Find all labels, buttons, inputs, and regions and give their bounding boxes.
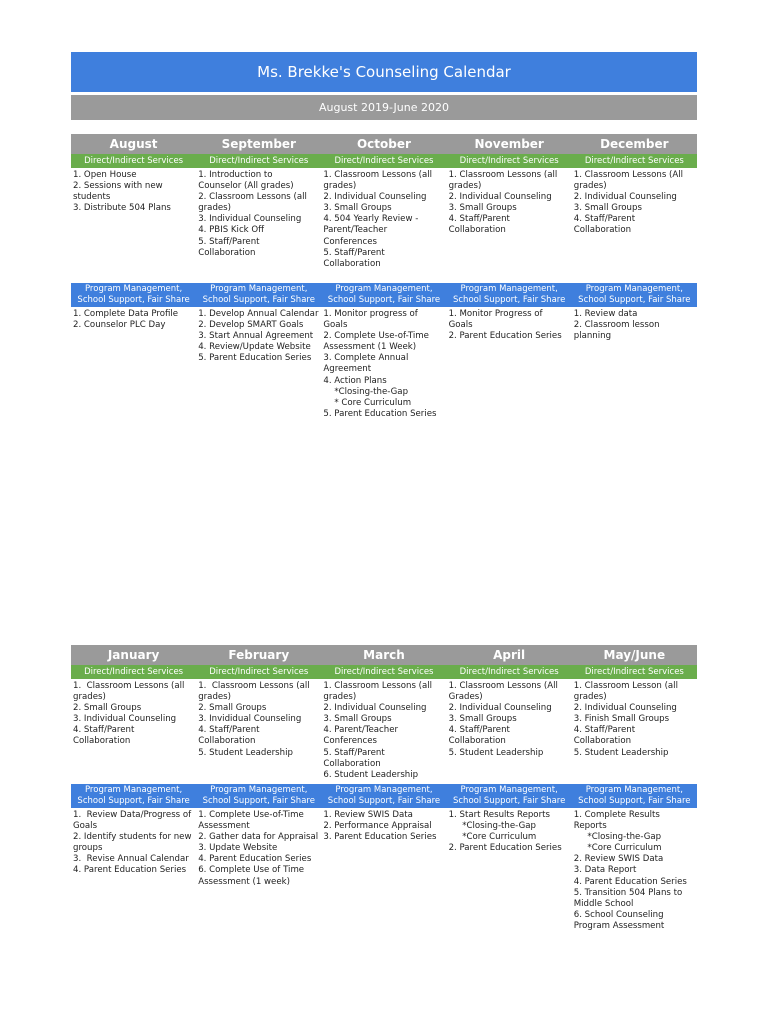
cell-line: 2. Review SWIS Data [573,854,664,865]
cell-line: 3. Data Report [573,865,637,876]
cell-line: 4. Staff/Parent [198,725,260,736]
cell-line: 1. Review data [573,309,638,319]
cell-line: Collaboration [198,247,256,258]
cell-line: Counselor (All grades) [198,181,294,192]
program-management-band-row [71,784,697,808]
cell-line: 2. Identify students for new [73,832,192,843]
cell-line: 4. 504 Yearly Review - [323,214,419,225]
cell-line: students [73,192,111,203]
cell-line: 1. Review SWIS Data [323,810,413,820]
month-header-row [71,645,697,665]
cell-line: 5. Parent Education Series [198,353,312,364]
cell-line: 1. Classroom Lessons (all [73,681,185,691]
month-header: October [321,134,446,154]
cell-line: 2. Individual Counseling [323,192,427,203]
cell-line: 5. Staff/Parent [198,236,260,247]
cell-line: 3. Parent Education Series [323,832,437,843]
cell-line: 4. Staff/Parent [73,725,135,736]
program-management-cell [321,808,446,934]
direct-services-band-row [71,665,697,679]
cell-line: 3. Revise Annual Calendar [73,854,189,865]
cell-line: Conferences [323,236,377,247]
cell-line: 4. PBIS Kick Off [198,225,265,236]
cell-line: 2. Develop SMART Goals [198,320,304,331]
cell-line: grades) [573,181,607,192]
cell-line: grades) [323,692,357,703]
month-header: September [196,134,321,154]
cell-line: 3. Update Website [198,843,278,854]
cell-line: 4. Parent Education Series [73,865,187,876]
program-management-cell [71,307,196,422]
cell-line: Collaboration [323,258,381,269]
cell-line: 1. Classroom Lesson (all [573,681,678,691]
program-management-label [321,283,446,307]
cell-line: Collaboration [448,225,506,236]
direct-services-label: Direct/Indirect Services [321,154,446,168]
cell-line: grades) [573,692,607,703]
cell-line: *Closing-the-Gap [323,386,409,397]
cell-line: 5. Staff/Parent [323,247,385,258]
direct-services-cell [447,679,572,784]
program-management-cell [572,307,697,422]
cell-line: 3. Small Groups [573,203,642,214]
program-label-line-1: Program Management, [585,785,683,795]
cell-line: 2. Sessions with new [73,181,163,192]
cell-line: 2. Performance Appraisal [323,821,432,832]
cell-line: 2. Individual Counseling [448,192,552,203]
program-management-label [447,784,572,808]
cell-line: 5. Student Leadership [448,747,544,758]
direct-services-label: Direct/Indirect Services [572,154,697,168]
cell-line: *Core Curriculum [573,843,662,854]
month-header-row [71,134,697,154]
program-label-line-2: School Support, Fair Share [452,796,566,806]
program-management-row [71,808,697,934]
month-header: January [71,645,196,665]
cell-line: 1. Complete Results Reports [573,810,663,832]
cell-line: Collaboration [198,736,256,747]
month-header: December [572,134,697,154]
cell-line: 1. Classroom Lessons (all [323,681,433,691]
cell-line: 2. Complete Use-of-Time [323,331,429,342]
cell-line: 4. Staff/Parent [573,725,636,736]
program-label-line-2: School Support, Fair Share [77,796,190,806]
program-label-line-1: Program Management, [84,785,183,795]
program-management-cell [196,307,321,422]
program-management-cell [196,808,321,934]
spring-semester-block [71,645,697,934]
program-label-line-2: School Support, Fair Share [77,295,190,305]
cell-line: 2. Classroom Lessons (all [198,192,307,203]
cell-line: 2. Classroom lesson [573,320,660,331]
cell-line: 1. Classroom Lessons (all [198,681,310,691]
cell-line: 6. Student Leadership [323,769,419,780]
program-label-line-2: School Support, Fair Share [202,796,315,806]
month-header: May/June [572,645,697,665]
cell-line: 2. Counselor PLC Day [73,320,166,331]
month-header: November [447,134,572,154]
cell-line: Goals [73,821,98,832]
program-management-cell [447,808,572,934]
cell-line: planning [573,331,612,342]
cell-line: grades) [448,181,482,192]
cell-line: 4. Parent Education Series [573,876,687,887]
cell-line: * Core Curriculum [323,397,412,408]
program-label-line-1: Program Management, [335,284,433,294]
cell-line: 3. Small Groups [323,203,392,214]
cell-line: Conferences [323,736,377,747]
cell-line: 4. Staff/Parent [573,214,636,225]
cell-line: groups [73,843,103,854]
cell-line: Program Assessment [573,920,665,931]
cell-line: Collaboration [323,758,381,769]
program-management-label [572,283,697,307]
direct-services-cell [321,168,446,283]
month-header: February [196,645,321,665]
cell-line: 4. Parent Education Series [198,854,312,865]
program-management-label [572,784,697,808]
direct-services-label: Direct/Indirect Services [196,665,321,679]
program-label-line-2: School Support, Fair Share [578,796,691,806]
direct-services-label: Direct/Indirect Services [196,154,321,168]
cell-line: 4. Review/Update Website [198,342,311,353]
cell-line: 6. Complete Use of Time [198,865,305,876]
direct-services-cell [71,679,196,784]
program-label-line-2: School Support, Fair Share [327,796,441,806]
direct-services-cell [196,679,321,784]
direct-services-cell [71,168,196,283]
cell-line: 3. Complete Annual [323,353,409,364]
program-management-row [71,307,697,422]
calendar-title: Ms. Brekke's Counseling Calendar [71,52,697,92]
direct-services-label: Direct/Indirect Services [71,665,196,679]
cell-line: Collaboration [573,736,632,747]
cell-line: grades) [198,203,232,214]
cell-line: 1. Classroom Lessons (All [573,170,684,180]
program-label-line-1: Program Management, [585,284,683,294]
cell-line: 4. Staff/Parent [448,214,510,225]
cell-line: Assessment (1 week) [198,876,290,887]
cell-line: 3. Individual Counseling [198,214,302,225]
program-management-label [321,784,446,808]
cell-line: Agreement [323,364,372,375]
cell-line: 5. Staff/Parent [323,747,385,758]
cell-line: 1. Introduction to [198,170,273,180]
cell-line: Assessment [198,821,250,832]
cell-line: 4. Action Plans [323,375,387,386]
direct-services-label: Direct/Indirect Services [321,665,446,679]
cell-line: 3. Invididual Counseling [198,714,302,725]
program-label-line-2: School Support, Fair Share [578,295,691,305]
direct-services-label: Direct/Indirect Services [572,665,697,679]
cell-line: Parent/Teacher [323,225,388,236]
program-management-cell [321,307,446,422]
cell-line: 1. Develop Annual Calendar [198,309,319,319]
cell-line: Collaboration [448,736,506,747]
program-management-cell [447,307,572,422]
cell-line: 1. Classroom Lessons (All [448,681,558,691]
fall-semester-block [71,134,697,422]
direct-services-row [71,679,697,784]
cell-line: 3. Individual Counseling [73,714,177,725]
program-management-label [196,283,321,307]
program-label-line-1: Program Management, [84,284,183,294]
program-label-line-1: Program Management, [210,284,308,294]
cell-line: 1. Review Data/Progress of [73,810,192,820]
cell-line: 3. Finish Small Groups [573,714,670,725]
cell-line: 5. Parent Education Series [323,408,437,419]
cell-line: 1. Classroom Lessons (all [448,170,558,180]
month-header: March [321,645,446,665]
cell-line: 2. Individual Counseling [323,703,427,714]
direct-services-cell [447,168,572,283]
cell-line: 1. Start Results Reports [448,810,550,820]
program-label-line-1: Program Management, [460,284,558,294]
cell-line: 2. Parent Education Series [448,331,562,342]
cell-line: *Closing-the-Gap [448,821,536,832]
program-management-band-row [71,283,697,307]
cell-line: *Core Curriculum [448,832,537,843]
cell-line: 3. Small Groups [323,714,392,725]
cell-line: Middle School [573,898,634,909]
cell-line: 1. Complete Data Profile [73,309,179,319]
program-management-label [71,784,196,808]
cell-line: 2. Individual Counseling [448,703,552,714]
program-label-line-1: Program Management, [210,785,308,795]
cell-line: Collaboration [73,736,131,747]
cell-line: 6. School Counseling [573,909,664,920]
cell-line: 3. Small Groups [448,714,517,725]
direct-services-label: Direct/Indirect Services [447,665,572,679]
cell-line: Grades) [448,692,483,703]
cell-line: Goals [448,320,473,331]
direct-services-cell [572,168,697,283]
cell-line: *Closing-the-Gap [573,832,662,843]
cell-line: 5. Transition 504 Plans to [573,887,683,898]
cell-line: 2. Individual Counseling [573,192,677,203]
cell-line: Assessment (1 Week) [323,342,417,353]
cell-line: 1. Monitor Progress of [448,309,543,319]
cell-line: 2. Small Groups [198,703,267,714]
cell-line: grades) [323,181,357,192]
direct-services-row [71,168,697,283]
cell-line: 2. Parent Education Series [448,843,562,854]
cell-line: 2. Individual Counseling [573,703,677,714]
cell-line: 1. Open House [73,170,137,180]
program-management-cell [572,808,697,934]
program-label-line-2: School Support, Fair Share [202,295,315,305]
cell-line: 4. Staff/Parent [448,725,510,736]
cell-line: grades) [73,692,106,703]
cell-line: grades) [198,692,232,703]
cell-line: 2. Small Groups [73,703,142,714]
direct-services-cell [572,679,697,784]
cell-line: Collaboration [573,225,632,236]
direct-services-label: Direct/Indirect Services [71,154,196,168]
month-header: August [71,134,196,154]
program-management-label [196,784,321,808]
month-header: April [447,645,572,665]
cell-line: 1. Classroom Lessons (all [323,170,433,180]
cell-line: Goals [323,320,348,331]
program-label-line-2: School Support, Fair Share [452,295,566,305]
cell-line: 1. Complete Use-of-Time [198,810,304,820]
cell-line: 5. Student Leadership [198,747,293,758]
program-management-cell [71,808,196,934]
cell-line: 5. Student Leadership [573,747,669,758]
cell-line: 3. Distribute 504 Plans [73,203,171,214]
program-label-line-1: Program Management, [460,785,558,795]
program-label-line-2: School Support, Fair Share [327,295,441,305]
direct-services-label: Direct/Indirect Services [447,154,572,168]
program-management-label [447,283,572,307]
program-management-label [71,283,196,307]
direct-services-cell [196,168,321,283]
direct-services-cell [321,679,446,784]
calendar-subtitle: August 2019-June 2020 [71,95,697,120]
direct-services-band-row [71,154,697,168]
cell-line: 2. Gather data for Appraisal [198,832,319,843]
cell-line: 3. Small Groups [448,203,517,214]
program-label-line-1: Program Management, [335,785,433,795]
cell-line: 1. Monitor progress of [323,309,418,319]
cell-line: 4. Parent/Teacher [323,725,399,736]
cell-line: 3. Start Annual Agreement [198,331,314,342]
